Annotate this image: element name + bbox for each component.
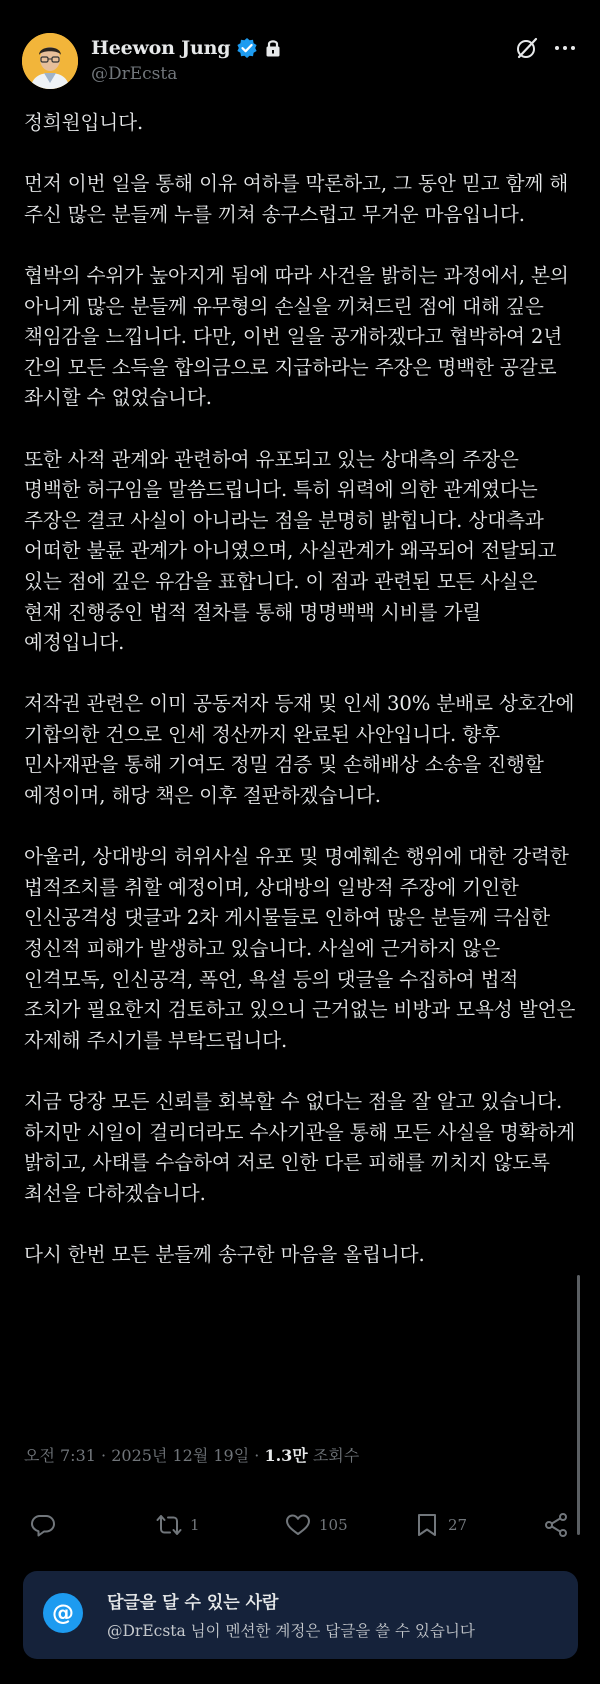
author-handle[interactable]: @DrEcsta <box>91 64 178 84</box>
mention-icon: @ <box>43 1593 83 1633</box>
reply-icon <box>30 1512 56 1538</box>
reply-restriction-box <box>23 1571 578 1659</box>
meta-separator: · <box>101 1446 112 1465</box>
bookmark-button[interactable] <box>414 1512 467 1538</box>
repost-count: 1 <box>190 1516 200 1534</box>
post-paragraph: 먼저 이번 일을 통해 이유 여하를 막론하고, 그 동안 믿고 함께 해 주신 많은 분들께 누를 끼쳐 송구스럽고 무거운 마음입니다. <box>24 172 569 226</box>
post-paragraph: 지금 당장 모든 신뢰를 회복할 수 없다는 점을 잘 알고 있습니다. 하지만 시일이 걸리더라도 수사기관을 통해 모든 사실을 명확하게 밝히고, 사태를 수습하여 저로 인한 다른 피해를 끼치지 않도록 최선을 다하겠습니다. <box>24 1090 576 1205</box>
views-label: 조회수 <box>312 1446 360 1465</box>
post-time[interactable]: 오전 7:31 <box>24 1446 96 1465</box>
post-paragraph: 아울러, 상대방의 허위사실 유포 및 명예훼손 행위에 대한 강력한 법적조치를 취할 예정이며, 상대방의 일방적 주장에 기인한 인신공격성 댓글과 2차 게시물들로 인하여 많은 분들께 극심한 정신적 피해가 발생하고 있습니다. 사실에 근거하지 않은 인격모독, 인신공격, 폭언, 욕설 등의 댓글을 수집하여 법적 조치가 필요한지 검토하고 있으니 근거없는 비방과 모욕성 발언은 자제해 주시기를 부탁드립니다. <box>24 845 576 1052</box>
share-button[interactable] <box>543 1512 569 1538</box>
post-text <box>24 108 580 1301</box>
like-button[interactable] <box>285 1512 348 1538</box>
grok-icon[interactable] <box>515 36 539 60</box>
avatar-image <box>22 33 78 89</box>
reply-restriction-title: 답글을 달 수 있는 사람 <box>107 1593 279 1613</box>
share-icon <box>543 1512 569 1538</box>
more-icon[interactable] <box>552 36 578 60</box>
repost-icon <box>156 1512 182 1538</box>
post-paragraph: 다시 한번 모든 분들께 송구한 마음을 올립니다. <box>24 1242 425 1266</box>
bookmark-count: 27 <box>448 1516 468 1534</box>
bookmark-icon <box>414 1512 440 1538</box>
lock-icon <box>264 38 282 58</box>
post-paragraph: 협박의 수위가 높아지게 됨에 따라 사건을 밝히는 과정에서, 본의 아니게 많은 분들께 유무형의 손실을 끼쳐드린 점에 대해 깊은 책임감을 느낍니다. 다만, 이번 일을 공개하겠다고 협박하여 2년 간의 모든 소득을 합의금으로 지급하라는 주장은 명백한 공갈로 좌시할 수 없었습니다. <box>24 263 569 410</box>
post-paragraph: 저작권 관련은 이미 공동저자 등재 및 인세 30% 분배로 상호간에 기합의한 건으로 인세 정산까지 완료된 사안입니다. 향후 민사재판을 통해 기여도 정밀 검증 및 손해배상 소송을 진행할 예정이며, 해당 책은 이후 절판하겠습니다. <box>24 692 575 808</box>
post-date[interactable]: 2025년 12월 19일 <box>111 1446 250 1465</box>
post-paragraph: 또한 사적 관계와 관련하여 유포되고 있는 상대측의 주장은 명백한 허구임을 말씀드립니다. 특히 위력에 의한 관계였다는 주장은 결코 사실이 아니라는 점을 분명히 밝힙니다. 상대측과 어떠한 불륜 관계가 아니였으며, 사실관계가 왜곡되어 전달되고 있는 점에 깊은 유감을 표합니다. 이 점과 관련된 모든 사실은 현재 진행중인 법적 절차를 통해 명명백백 시비를 가릴 예정입니다. <box>24 447 557 655</box>
repost-button[interactable] <box>156 1512 200 1538</box>
scrollbar[interactable] <box>577 1275 580 1535</box>
views-count[interactable]: 1.3만 <box>264 1446 308 1465</box>
author-name-row <box>91 35 282 61</box>
post-meta <box>24 1443 359 1466</box>
post-paragraph: 정희원입니다. <box>24 111 144 134</box>
like-count: 105 <box>319 1516 348 1534</box>
meta-separator: · <box>254 1446 265 1465</box>
reply-restriction-subtitle: @DrEcsta 님이 멘션한 계정은 답글을 쓸 수 있습니다 <box>107 1622 475 1640</box>
verified-badge-icon[interactable] <box>236 37 258 59</box>
action-bar <box>0 1500 600 1550</box>
reply-button[interactable] <box>30 1512 56 1538</box>
author-name[interactable]: Heewon Jung <box>91 37 231 59</box>
post-header <box>0 0 600 100</box>
heart-icon <box>285 1512 311 1538</box>
avatar[interactable] <box>22 33 78 89</box>
